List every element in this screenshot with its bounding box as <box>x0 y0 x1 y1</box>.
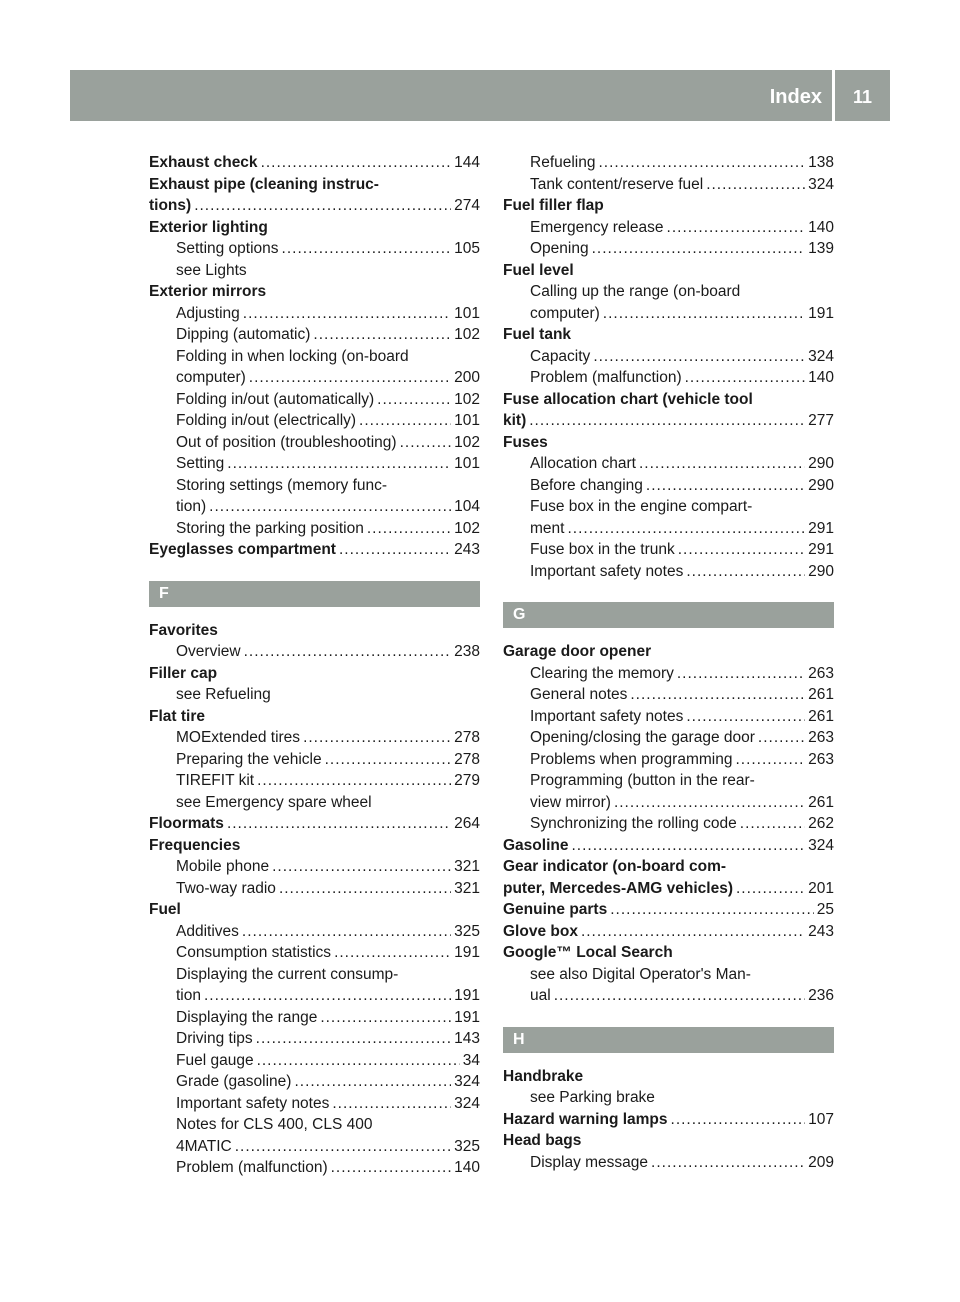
entry-text: Fuse box in the trunk <box>530 541 675 558</box>
page-reference: 191 <box>808 304 834 322</box>
leader-dots <box>678 539 805 561</box>
leader-dots <box>235 1136 451 1158</box>
page-reference: 291 <box>808 541 834 558</box>
entry-text: see also Digital Operator's Man- <box>530 965 751 983</box>
entry-text: Notes for CLS 400, CLS 400 <box>176 1116 373 1133</box>
page-reference: 102 <box>454 326 480 343</box>
index-subentry <box>503 561 834 583</box>
leader-dots <box>686 561 805 583</box>
entry-text: see Emergency spare wheel <box>176 793 372 811</box>
leader-dots <box>279 878 451 900</box>
index-entry <box>149 899 480 921</box>
index-entry <box>503 410 834 432</box>
entry-text: Exterior mirrors <box>149 283 267 300</box>
entry-text: Problems when programming <box>530 750 733 768</box>
leader-dots <box>677 663 805 685</box>
index-subentry <box>149 792 480 814</box>
index-subentry <box>503 749 834 771</box>
index-subentry <box>149 1050 480 1072</box>
entry-text: Filler cap <box>149 664 218 682</box>
page-reference: 324 <box>454 1094 480 1112</box>
index-subentry <box>149 921 480 943</box>
entry-text: Important safety notes <box>530 562 684 580</box>
page-reference: 139 <box>808 240 834 257</box>
index-subentry <box>149 410 480 432</box>
page-reference: 191 <box>454 1008 480 1026</box>
leader-dots <box>758 727 805 749</box>
index-subentry <box>503 684 834 706</box>
entry-text: Storing the parking position <box>176 519 364 537</box>
entry-text: MOExtended tires <box>176 729 301 746</box>
index-subentry <box>149 260 480 282</box>
index-subentry <box>149 303 480 325</box>
leader-dots <box>667 217 806 239</box>
index-subentry <box>149 475 480 497</box>
leader-dots <box>736 878 805 900</box>
leader-dots <box>204 985 451 1007</box>
index-subentry <box>149 964 480 986</box>
entry-text: Exhaust pipe (cleaning instruc- <box>149 175 379 193</box>
index-column-left <box>149 152 480 1179</box>
page-reference: 325 <box>454 1137 480 1155</box>
leader-dots <box>294 1071 451 1093</box>
entry-text: Garage door opener <box>503 643 652 660</box>
page-reference: 324 <box>454 1073 480 1090</box>
index-entry <box>149 152 480 174</box>
entry-text: Opening/closing the garage door <box>530 729 755 746</box>
index-subentry <box>503 663 834 685</box>
page-reference: 263 <box>808 750 834 768</box>
entry-text: computer) <box>176 369 246 386</box>
entry-text: Before changing <box>530 476 643 494</box>
leader-dots <box>359 410 451 432</box>
index-entry <box>149 706 480 728</box>
entry-text: Fuel <box>149 901 181 918</box>
entry-text: see Lights <box>176 261 247 279</box>
entry-text: Tank content/reserve fuel <box>530 175 704 193</box>
entry-text: Handbrake <box>503 1067 584 1085</box>
page-reference: 262 <box>808 815 834 832</box>
entry-text: Mobile phone <box>176 858 270 875</box>
entry-text: Eyeglasses compartment <box>149 541 336 558</box>
leader-dots <box>303 727 451 749</box>
page-reference: 290 <box>808 562 834 580</box>
entry-text: Exterior lighting <box>149 218 268 236</box>
leader-dots <box>567 518 805 540</box>
leader-dots <box>735 749 805 771</box>
index-entry <box>149 813 480 835</box>
index-subentry <box>149 641 480 663</box>
leader-dots <box>740 813 805 835</box>
leader-dots <box>646 475 805 497</box>
entry-text: Important safety notes <box>176 1094 330 1112</box>
leader-dots <box>651 1152 805 1174</box>
index-entry <box>503 1109 834 1131</box>
index-subentry <box>503 346 834 368</box>
entry-text: Fuses <box>503 433 548 451</box>
entry-text: Displaying the range <box>176 1008 318 1026</box>
page-reference: 143 <box>454 1030 480 1047</box>
leader-dots <box>194 195 451 217</box>
entry-text: 4MATIC <box>176 1137 232 1155</box>
leader-dots <box>554 985 805 1007</box>
entry-text: Important safety notes <box>530 707 684 725</box>
index-entry <box>503 432 834 454</box>
index-subentry <box>503 217 834 239</box>
index-entry <box>149 620 480 642</box>
leader-dots <box>227 453 451 475</box>
leader-dots <box>377 389 451 411</box>
entry-text: tion) <box>176 498 207 515</box>
leader-dots <box>706 174 805 196</box>
page-reference: 243 <box>808 922 834 940</box>
index-subentry <box>503 303 834 325</box>
index-subentry <box>503 174 834 196</box>
entry-text: computer) <box>530 304 600 322</box>
page-reference: 324 <box>808 175 834 193</box>
index-subentry <box>149 684 480 706</box>
index-subentry <box>149 367 480 389</box>
entry-text: Programming (button in the rear- <box>530 772 755 789</box>
entry-text: ual <box>530 987 551 1004</box>
page-reference: 140 <box>808 369 834 386</box>
entry-text: Emergency release <box>530 218 664 236</box>
index-subentry <box>149 1157 480 1179</box>
leader-dots <box>400 432 452 454</box>
entry-text: Refueling <box>530 154 596 171</box>
leader-dots <box>313 324 451 346</box>
entry-text: Setting <box>176 455 225 472</box>
leader-dots <box>614 792 805 814</box>
page-reference: 101 <box>454 455 480 472</box>
index-subentry <box>503 1152 834 1174</box>
entry-text: Flat tire <box>149 707 205 725</box>
page-reference: 191 <box>454 944 480 961</box>
entry-text: Favorites <box>149 621 218 639</box>
leader-dots <box>325 749 452 771</box>
leader-dots <box>331 1157 452 1179</box>
index-subentry <box>149 856 480 878</box>
page-reference: 104 <box>454 498 480 515</box>
entry-text: Fuel level <box>503 261 574 279</box>
entry-text: Fuel tank <box>503 326 572 343</box>
page-reference: 279 <box>454 772 480 789</box>
page-reference: 201 <box>808 879 834 897</box>
page-reference: 321 <box>454 879 480 897</box>
entry-text: Gear indicator (on-board com- <box>503 858 727 875</box>
entry-text: Additives <box>176 922 239 940</box>
entry-text: Storing settings (memory func- <box>176 476 388 494</box>
index-subentry <box>503 496 834 518</box>
page-reference: 278 <box>454 729 480 746</box>
entry-text: Fuse allocation chart (vehicle tool <box>503 390 753 408</box>
page-reference: 25 <box>816 901 834 918</box>
entry-text: puter, Mercedes-AMG vehicles) <box>503 879 733 897</box>
index-subentry <box>149 1028 480 1050</box>
leader-dots <box>257 770 451 792</box>
entry-text: tions) <box>149 197 192 214</box>
index-subentry <box>503 367 834 389</box>
index-entry <box>503 835 834 857</box>
leader-dots <box>244 641 452 663</box>
entry-text: Hazard warning lamps <box>503 1110 668 1128</box>
entry-text: Frequencies <box>149 836 241 854</box>
page-reference: 238 <box>454 643 480 660</box>
entry-text: Overview <box>176 643 241 660</box>
index-subentry <box>503 238 834 260</box>
page-reference: 200 <box>454 369 480 386</box>
page-reference: 105 <box>454 240 480 257</box>
index-entry <box>503 878 834 900</box>
index-subentry <box>149 770 480 792</box>
page-reference: 144 <box>454 154 480 171</box>
entry-text: ment <box>530 519 565 537</box>
entry-text: Setting options <box>176 240 279 257</box>
leader-dots <box>272 856 451 878</box>
index-subentry <box>503 727 834 749</box>
page-reference: 274 <box>454 197 480 214</box>
entry-text: Two-way radio <box>176 879 276 897</box>
index-column-right <box>503 152 834 1173</box>
leader-dots <box>334 942 451 964</box>
leader-dots <box>257 1050 460 1072</box>
entry-text: Google™ Local Search <box>503 944 673 961</box>
index-entry <box>149 195 480 217</box>
leader-dots <box>686 706 805 728</box>
entry-text: Genuine parts <box>503 901 608 918</box>
index-subentry <box>149 985 480 1007</box>
entry-text: Problem (malfunction) <box>530 369 682 386</box>
page-reference: 324 <box>808 836 834 854</box>
entry-text: Adjusting <box>176 304 240 322</box>
leader-dots <box>227 813 451 835</box>
index-subentry <box>149 749 480 771</box>
index-subentry <box>149 518 480 540</box>
index-entry <box>503 1130 834 1152</box>
page-reference: 34 <box>462 1051 480 1069</box>
page-reference: 102 <box>454 390 480 408</box>
leader-dots <box>320 1007 451 1029</box>
entry-text: Glove box <box>503 922 578 940</box>
page-reference: 236 <box>808 987 834 1004</box>
entry-text: Folding in when locking (on-board <box>176 347 409 365</box>
leader-dots <box>599 152 806 174</box>
index-entry <box>503 856 834 878</box>
entry-text: see Parking brake <box>530 1089 655 1106</box>
leader-dots <box>571 835 805 857</box>
entry-text: view mirror) <box>530 793 611 811</box>
page-reference: 261 <box>808 793 834 811</box>
leader-dots <box>529 410 805 432</box>
index-entry <box>503 1066 834 1088</box>
leader-dots <box>581 921 805 943</box>
page-reference: 101 <box>454 304 480 322</box>
page-reference: 138 <box>808 154 834 171</box>
entry-text: Capacity <box>530 347 591 365</box>
entry-text: Display message <box>530 1153 649 1171</box>
leader-dots <box>249 367 451 389</box>
leader-dots <box>242 921 451 943</box>
index-subentry <box>149 878 480 900</box>
page-reference: 140 <box>454 1159 480 1176</box>
leader-dots <box>630 684 805 706</box>
index-subentry <box>503 964 834 986</box>
page-reference: 102 <box>454 519 480 537</box>
index-subentry <box>149 324 480 346</box>
page-reference: 324 <box>808 347 834 365</box>
page-reference: 325 <box>454 922 480 940</box>
entry-text: Opening <box>530 240 589 257</box>
index-entry <box>149 281 480 303</box>
entry-text: TIREFIT kit <box>176 772 255 789</box>
index-subentry <box>149 238 480 260</box>
index-subentry <box>149 496 480 518</box>
index-subentry <box>149 389 480 411</box>
index-subentry <box>503 152 834 174</box>
index-subentry <box>503 985 834 1007</box>
page-reference: 102 <box>454 433 480 451</box>
entry-text: Fuse box in the engine compart- <box>530 498 753 515</box>
index-subentry <box>503 475 834 497</box>
entry-text: Floormats <box>149 815 224 832</box>
page-reference: 263 <box>808 664 834 682</box>
entry-text: General notes <box>530 686 628 703</box>
leader-dots <box>610 899 814 921</box>
page-reference: 261 <box>808 707 834 725</box>
index-subentry <box>503 813 834 835</box>
page-reference: 321 <box>454 858 480 875</box>
index-subentry <box>149 453 480 475</box>
index-entry <box>503 324 834 346</box>
index-entry <box>149 539 480 561</box>
index-subentry <box>503 518 834 540</box>
index-entry <box>149 835 480 857</box>
index-subentry <box>503 792 834 814</box>
section-title: Index <box>769 86 822 108</box>
entry-text: Dipping (automatic) <box>176 326 311 343</box>
entry-text: Driving tips <box>176 1030 253 1047</box>
entry-text: Clearing the memory <box>530 664 674 682</box>
index-subentry <box>149 1136 480 1158</box>
page-reference: 263 <box>808 729 834 746</box>
entry-text: Folding in/out (automatically) <box>176 390 375 408</box>
leader-dots <box>256 1028 451 1050</box>
leader-dots <box>339 539 451 561</box>
leader-dots <box>592 238 806 260</box>
index-entry <box>503 921 834 943</box>
index-subentry <box>503 539 834 561</box>
index-entry <box>149 663 480 685</box>
leader-dots <box>261 152 452 174</box>
index-subentry <box>149 1114 480 1136</box>
index-entry <box>503 942 834 964</box>
index-entry <box>503 195 834 217</box>
index-entry <box>503 389 834 411</box>
page-reference: 140 <box>808 218 834 236</box>
letter-heading: F <box>149 581 480 607</box>
entry-text: see Refueling <box>176 686 271 703</box>
index-subentry <box>503 770 834 792</box>
page-reference: 290 <box>808 476 834 494</box>
index-entry <box>503 641 834 663</box>
entry-text: Fuel filler flap <box>503 197 604 214</box>
entry-text: Consumption statistics <box>176 944 332 961</box>
page-number: 11 <box>852 87 873 107</box>
entry-text: Allocation chart <box>530 455 636 472</box>
index-subentry <box>149 346 480 368</box>
index-entry <box>149 174 480 196</box>
entry-text: Preparing the vehicle <box>176 750 322 768</box>
page-reference: 278 <box>454 750 480 768</box>
leader-dots <box>639 453 805 475</box>
page-reference: 264 <box>454 815 480 832</box>
letter-heading: H <box>503 1027 834 1053</box>
index-subentry <box>149 432 480 454</box>
index-subentry <box>149 942 480 964</box>
index-subentry <box>149 1071 480 1093</box>
entry-text: Grade (gasoline) <box>176 1073 292 1090</box>
entry-text: kit) <box>503 412 527 429</box>
leader-dots <box>209 496 451 518</box>
entry-text: Synchronizing the rolling code <box>530 815 737 832</box>
index-entry <box>503 260 834 282</box>
index-subentry <box>149 1007 480 1029</box>
index-subentry <box>149 727 480 749</box>
entry-text: Problem (malfunction) <box>176 1159 328 1176</box>
page-reference: 291 <box>808 519 834 537</box>
leader-dots <box>332 1093 451 1115</box>
index-subentry <box>503 706 834 728</box>
leader-dots <box>671 1109 806 1131</box>
leader-dots <box>243 303 451 325</box>
index-entry <box>149 217 480 239</box>
page-reference: 191 <box>454 987 480 1004</box>
entry-text: Out of position (troubleshooting) <box>176 433 397 451</box>
leader-dots <box>282 238 452 260</box>
page-reference: 290 <box>808 455 834 472</box>
page-reference: 107 <box>808 1110 834 1128</box>
page-reference: 243 <box>454 541 480 558</box>
letter-heading: G <box>503 602 834 628</box>
leader-dots <box>603 303 805 325</box>
page-reference: 277 <box>808 412 834 429</box>
entry-text: tion <box>176 987 201 1004</box>
entry-text: Gasoline <box>503 836 569 854</box>
index-subentry <box>149 1093 480 1115</box>
page-reference: 209 <box>808 1153 834 1171</box>
entry-text: Fuel gauge <box>176 1051 254 1069</box>
page-reference: 101 <box>454 412 480 429</box>
leader-dots <box>367 518 451 540</box>
entry-text: Exhaust check <box>149 154 258 171</box>
entry-text: Displaying the current consump- <box>176 965 399 983</box>
index-subentry <box>503 1087 834 1109</box>
page-reference: 261 <box>808 686 834 703</box>
entry-text: Head bags <box>503 1132 582 1149</box>
leader-dots <box>685 367 806 389</box>
index-subentry <box>503 281 834 303</box>
leader-dots <box>593 346 805 368</box>
index-subentry <box>503 453 834 475</box>
entry-text: Folding in/out (electrically) <box>176 412 357 429</box>
index-entry <box>503 899 834 921</box>
entry-text: Calling up the range (on-board <box>530 283 741 300</box>
